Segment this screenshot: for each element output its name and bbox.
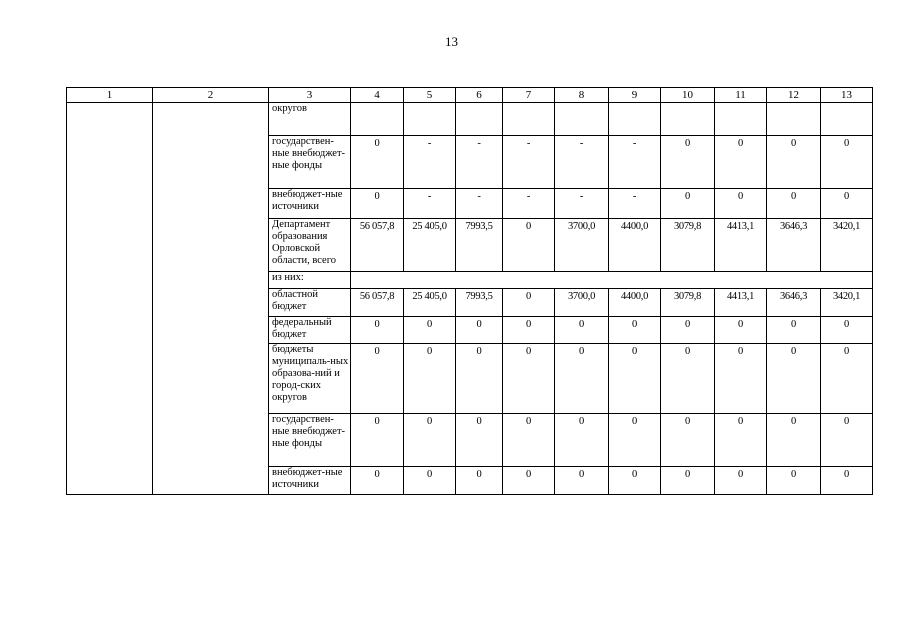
header-cell: 1 [67,88,153,103]
value-cell: 0 [503,317,555,344]
value-cell: 7993,5 [456,289,503,317]
row-label: бюджеты муниципаль-ных образова-ний и город-ских округов [269,344,351,414]
value-cell: 0 [555,467,609,495]
value-cell: 0 [821,344,873,414]
value-cell: 0 [821,189,873,219]
value-cell [661,103,715,136]
header-cell: 11 [715,88,767,103]
value-cell: 0 [767,136,821,189]
value-cell: 0 [503,344,555,414]
value-cell: 4400,0 [609,289,661,317]
value-cell: 0 [715,317,767,344]
value-cell: 4413,1 [715,219,767,272]
value-cell: - [456,136,503,189]
value-cell: 0 [555,317,609,344]
value-cell: 0 [351,344,404,414]
value-cell: 0 [821,414,873,467]
value-cell: 0 [456,467,503,495]
value-cell: 0 [821,317,873,344]
value-cell: 0 [351,467,404,495]
value-cell: 7993,5 [456,219,503,272]
row-label: государствен-ные внебюджет-ные фонды [269,136,351,189]
value-cell [821,103,873,136]
value-cell: 0 [456,344,503,414]
value-cell: 0 [715,189,767,219]
value-cell: 3420,1 [821,219,873,272]
value-cell [767,103,821,136]
value-cell: - [503,189,555,219]
value-cell: - [404,136,456,189]
header-cell: 2 [153,88,269,103]
value-cell: 0 [404,317,456,344]
value-cell: 0 [767,317,821,344]
header-cell: 3 [269,88,351,103]
value-cell: 3700,0 [555,219,609,272]
value-cell: 4400,0 [609,219,661,272]
value-cell: 0 [661,344,715,414]
value-cell: 0 [715,414,767,467]
value-cell: 0 [715,344,767,414]
header-cell: 6 [456,88,503,103]
page-number: 13 [445,34,458,49]
value-cell: 56 057,8 [351,289,404,317]
value-cell [609,103,661,136]
header-cell: 7 [503,88,555,103]
value-cell: 0 [609,344,661,414]
value-cell: 0 [351,136,404,189]
value-cell: 0 [404,344,456,414]
row-label: областной бюджет [269,289,351,317]
value-cell: 56 057,8 [351,219,404,272]
value-cell: 0 [503,289,555,317]
empty-span-cell [351,272,873,289]
value-cell: 3420,1 [821,289,873,317]
value-cell: 0 [609,414,661,467]
value-cell: 0 [609,317,661,344]
row-label: округов [269,103,351,136]
value-cell: 0 [503,467,555,495]
row-label: федеральный бюджет [269,317,351,344]
value-cell: 0 [661,414,715,467]
row-label: внебюджет-ные источники [269,467,351,495]
value-cell: 0 [555,414,609,467]
value-cell: 0 [821,136,873,189]
value-cell: 0 [351,317,404,344]
value-cell: - [555,189,609,219]
column-1-cell [67,103,153,495]
value-cell: 25 405,0 [404,219,456,272]
value-cell: 3079,8 [661,289,715,317]
value-cell: 0 [456,317,503,344]
value-cell: 4413,1 [715,289,767,317]
header-cell: 13 [821,88,873,103]
header-cell: 4 [351,88,404,103]
value-cell: 0 [555,344,609,414]
header-cell: 5 [404,88,456,103]
value-cell [503,103,555,136]
header-cell: 12 [767,88,821,103]
value-cell: 0 [821,467,873,495]
value-cell [715,103,767,136]
value-cell: 3646,3 [767,219,821,272]
value-cell: 0 [404,467,456,495]
value-cell: 0 [661,136,715,189]
value-cell: - [404,189,456,219]
value-cell: 0 [351,189,404,219]
value-cell: 0 [767,344,821,414]
value-cell: 0 [609,467,661,495]
value-cell: 0 [661,317,715,344]
value-cell: 0 [715,467,767,495]
value-cell: 0 [767,414,821,467]
value-cell: 0 [503,414,555,467]
value-cell: 0 [404,414,456,467]
value-cell: 0 [767,467,821,495]
value-cell: - [503,136,555,189]
value-cell: 0 [767,189,821,219]
value-cell: - [555,136,609,189]
header-cell: 10 [661,88,715,103]
value-cell: 25 405,0 [404,289,456,317]
table-row [67,103,873,136]
value-cell: 0 [661,189,715,219]
value-cell: 0 [715,136,767,189]
value-cell: 0 [503,219,555,272]
value-cell [351,103,404,136]
column-2-cell [153,103,269,495]
header-cell: 8 [555,88,609,103]
value-cell: - [456,189,503,219]
value-cell: 3700,0 [555,289,609,317]
value-cell [404,103,456,136]
value-cell: 3079,8 [661,219,715,272]
value-cell: 3646,3 [767,289,821,317]
header-row [67,88,873,103]
row-label: внебюджет-ные источники [269,189,351,219]
row-label: из них: [269,272,351,289]
row-label: государствен-ные внебюджет-ные фонды [269,414,351,467]
row-label: Департамент образования Орловской области, всего [269,219,351,272]
value-cell [555,103,609,136]
budget-table [66,87,873,495]
value-cell: - [609,189,661,219]
value-cell [456,103,503,136]
header-cell: 9 [609,88,661,103]
value-cell: - [609,136,661,189]
value-cell: 0 [351,414,404,467]
value-cell: 0 [661,467,715,495]
value-cell: 0 [456,414,503,467]
